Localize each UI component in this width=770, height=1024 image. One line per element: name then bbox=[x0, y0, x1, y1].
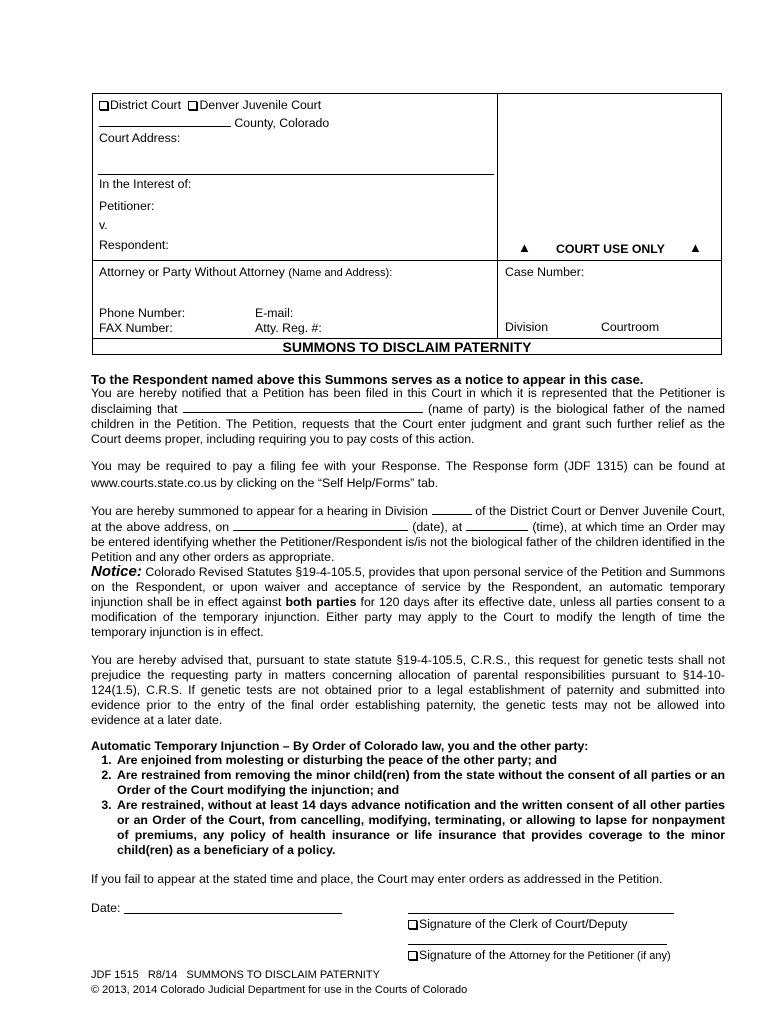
attorney-note: (Name and Address): bbox=[288, 267, 393, 279]
date-signature-line[interactable] bbox=[124, 913, 342, 914]
email-label: E-mail: bbox=[255, 306, 294, 320]
injunction-list bbox=[70, 753, 725, 858]
paragraph-text: (time), at which time an Order may be entered identifying whether the Petitioner/Respondent is/is not the biological father of the children identified in the Petition and any other orders as appropriate. bbox=[91, 520, 725, 564]
attorney-checkbox[interactable] bbox=[408, 951, 417, 960]
division-label: Division bbox=[505, 320, 549, 334]
summons-heading: To the Respondent named above this Summons serves as a notice to appear in this case. bbox=[91, 372, 644, 387]
court-type-row bbox=[99, 98, 321, 112]
paragraph-notified bbox=[91, 386, 725, 447]
district-court-label: District Court bbox=[110, 98, 182, 112]
county-row bbox=[99, 115, 329, 130]
paragraph-text: of the District Court or Denver Juvenile Court, at the above address, on bbox=[91, 504, 726, 534]
paragraph-text: Colorado Revised Statutes §19-4-105.5, provides that upon personal service of the Petition and Summons on the Respondent, or upon waiver and acceptance of service by the Respondent, an automatic temporary injunction shall be in effect against bbox=[91, 565, 726, 609]
footer-form-id: JDF 1515 R8/14 SUMMONS TO DISCLAIM PATERNITY bbox=[91, 969, 380, 981]
notice-label: Notice: bbox=[91, 563, 142, 580]
form-title: SUMMONS TO DISCLAIM PATERNITY bbox=[282, 339, 532, 355]
in-the-interest-label: In the Interest of: bbox=[99, 177, 192, 191]
clerk-signature-row bbox=[408, 917, 627, 931]
courtroom-label: Courtroom bbox=[601, 320, 660, 334]
paragraph-genetic-tests bbox=[91, 653, 725, 728]
clerk-checkbox[interactable] bbox=[408, 920, 417, 929]
paragraph-text: You are hereby notified that a Petition has been filed in this Court in which it is represented that the Petitioner is disclaiming that bbox=[91, 386, 725, 416]
respondent-label: Respondent: bbox=[99, 238, 169, 252]
paragraph-text: (date), at bbox=[412, 520, 463, 534]
caption-divider bbox=[497, 93, 498, 338]
attorney-signature-note: Attorney for the Petitioner (if any) bbox=[509, 950, 671, 962]
denver-juvenile-label: Denver Juvenile Court bbox=[199, 98, 322, 112]
injunction-item: 2. Are restrained from removing the minor child(ren) from the state without the consent of all parties or an Order of the Court modifying the injunction; and bbox=[115, 768, 725, 798]
district-court-checkbox[interactable] bbox=[99, 101, 108, 110]
paragraph-hearing bbox=[91, 503, 725, 565]
paragraph-text: You are hereby advised that, pursuant to state statute §19-4-105.5, C.R.S., this request for genetic tests shall not prejudice the requesting party in matters concerning allocation of parental responsibilities pursuant to §14-10-124(1.5), C.R.S. If genetic tests are not obtained prior to a legal establishment of paternity and submitted into evidence prior to the entry of the final order establishing paternity, the genetic tests may not be allowed into evidence at a later date. bbox=[91, 653, 725, 727]
paragraph-fail-to-appear: If you fail to appear at the stated time and place, the Court may enter orders as addressed in the Petition. bbox=[91, 872, 663, 886]
party-name-blank[interactable] bbox=[183, 401, 423, 413]
caption-rule bbox=[92, 260, 722, 261]
date-blank[interactable] bbox=[233, 519, 408, 531]
paragraph-text: (name of party) is the biological father of the named children in the Petition. The Petition, requests that the Court enter judgment and grant such further relief as the Court deems proper, including requiring you to pay costs of this action. bbox=[91, 402, 726, 446]
division-blank[interactable] bbox=[432, 503, 472, 515]
paragraph-text: You may be required to pay a filing fee with your Response. The Response form (JDF 1315) can be found at bbox=[91, 459, 725, 473]
time-blank[interactable] bbox=[466, 519, 528, 531]
injunction-item: 1. Are enjoined from molesting or disturbing the peace of the other party; and bbox=[115, 753, 725, 768]
up-triangle-icon: ▲ bbox=[518, 240, 531, 255]
court-use-only-label: COURT USE ONLY bbox=[556, 242, 665, 256]
caption-rule bbox=[98, 174, 494, 175]
paragraph-text: for 120 days after its effective date, unless all parties consent to a modification of the temporary injunction. Either party may apply to the Court to modify the length of time the temporary injunction is in effect. bbox=[91, 595, 725, 639]
denver-juvenile-checkbox[interactable] bbox=[188, 101, 197, 110]
caption-box bbox=[92, 93, 722, 355]
attorney-row bbox=[99, 265, 392, 279]
versus-label: v. bbox=[99, 218, 108, 232]
injunction-item: 3. Are restrained, without at least 14 days advance notification and the written consent of all other parties or an Order of the Court, from cancelling, modifying, terminating, or allowing to lapse for nonpayment of premiums, any policy of health insurance or life insurance that provides coverage to the minor child(ren) as a beneficiary of a policy. bbox=[115, 798, 725, 858]
up-triangle-icon: ▲ bbox=[689, 240, 702, 255]
paragraph-notice bbox=[91, 564, 725, 640]
paragraph-filing-fee bbox=[91, 458, 725, 492]
case-number-label: Case Number: bbox=[505, 265, 585, 279]
clerk-signature-label: Signature of the Clerk of Court/Deputy bbox=[419, 917, 628, 931]
county-blank[interactable] bbox=[99, 115, 231, 127]
petitioner-label: Petitioner: bbox=[99, 199, 155, 213]
date-label: Date: bbox=[91, 901, 121, 915]
clerk-signature-line[interactable] bbox=[408, 913, 674, 914]
attorney-signature-row bbox=[408, 948, 671, 962]
court-address-label: Court Address: bbox=[99, 131, 181, 145]
paragraph-text: You are hereby summoned to appear for a hearing in Division bbox=[91, 504, 428, 518]
phone-label: Phone Number: bbox=[99, 306, 186, 320]
paragraph-text-bold: both parties bbox=[285, 595, 357, 609]
county-label: County, Colorado bbox=[234, 116, 330, 130]
paragraph-text: www.courts.state.co.us by clicking on the “Self Help/Forms” tab. bbox=[91, 476, 439, 490]
attorney-signature-line[interactable] bbox=[408, 944, 667, 945]
footer-copyright: © 2013, 2014 Colorado Judicial Department for use in the Courts of Colorado bbox=[91, 984, 468, 996]
atty-reg-label: Atty. Reg. #: bbox=[255, 321, 322, 335]
injunction-heading: Automatic Temporary Injunction – By Order of Colorado law, you and the other party: bbox=[91, 739, 589, 753]
attorney-label: Attorney or Party Without Attorney bbox=[99, 265, 285, 279]
fax-label: FAX Number: bbox=[99, 321, 173, 335]
attorney-signature-label: Signature of the bbox=[419, 948, 506, 962]
